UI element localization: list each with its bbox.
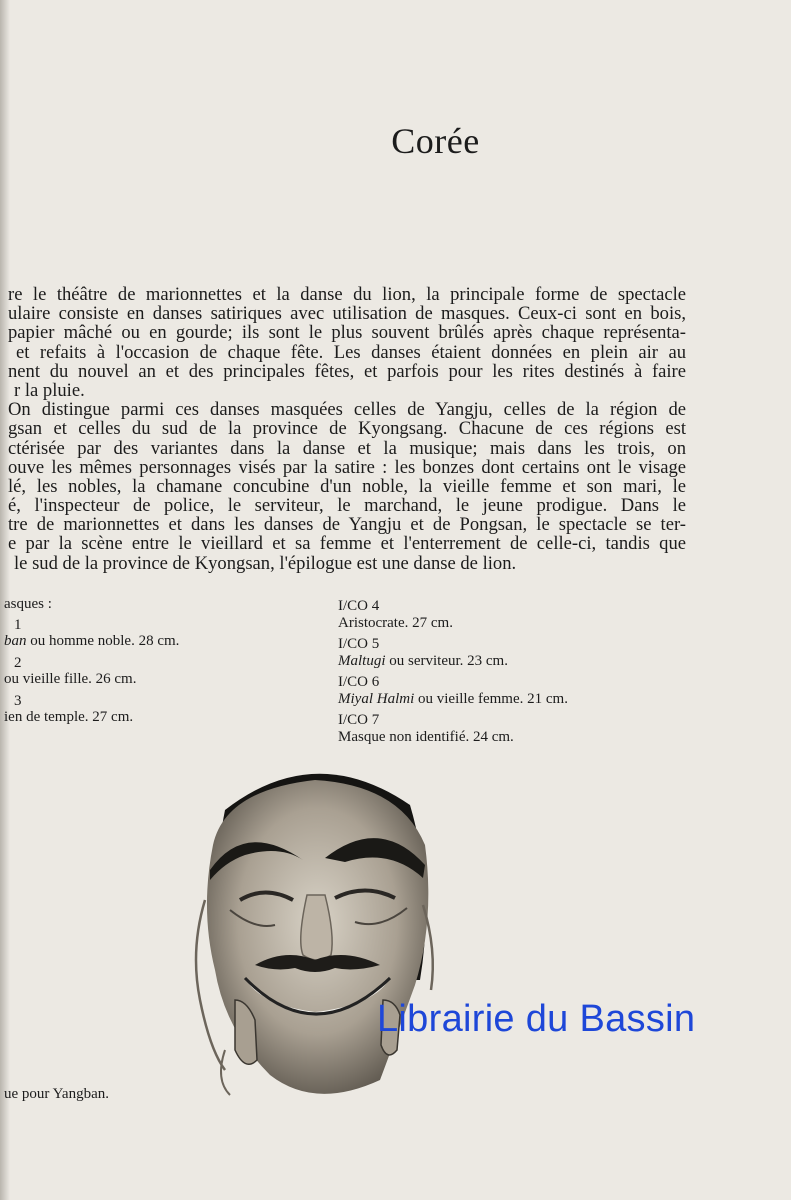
paragraph-line: ulaire consiste en danses satiriques avec utilisation de masques. Ceux-ci sont en bois,: [8, 304, 686, 324]
catalogue-entry-text: ien de temple. 27 cm.: [4, 709, 134, 725]
catalogue-entry-text: ou serviteur. 23 cm.: [385, 652, 508, 669]
paragraph-line: nent du nouvel an et des principales fêtes, et parfois pour les rites destinés à faire: [8, 361, 686, 381]
main-paragraph: [8, 285, 686, 573]
paragraph-line: ctérisée par des variantes dans la danse et la musique; mais dans les trois, on: [8, 438, 686, 458]
catalogue-entry: [4, 655, 304, 688]
catalogue-entry: [338, 636, 668, 669]
catalogue-entry: [338, 712, 668, 745]
catalogue-entry-italic: Miyal Halmi: [338, 690, 415, 707]
catalogue-entry-id: 2: [14, 654, 22, 671]
paragraph-line: r la pluie.: [14, 380, 85, 401]
paragraph-line: gsan et celles du sud de la province de Kyongsang. Chacune de ces régions est: [8, 419, 686, 439]
paragraph-line: papier mâché ou en gourde; ils sont le plus souvent brûlés après chaque représenta-: [8, 323, 686, 343]
paragraph-line: e par la scène entre le vieillard et sa femme et l'enterrement de celle-ci, tandis que: [8, 534, 686, 554]
catalogue-entry-desc: [338, 615, 668, 632]
catalogue-heading: asques :: [4, 596, 52, 612]
catalogue-entry-text: ou homme noble. 28 cm.: [26, 633, 180, 649]
catalogue-entry: [338, 674, 668, 707]
catalogue-right-column: [338, 598, 668, 750]
catalogue-entry-italic: Maltugi: [338, 652, 386, 669]
paragraph-line: ouve les mêmes personnages visés par la satire : les bonzes dont certains ont le visage: [8, 457, 686, 477]
page-title: Corée: [391, 121, 480, 161]
bookseller-watermark: Librairie du Bassin: [377, 998, 696, 1040]
paragraph-line: le sud de la province de Kyongsan, l'épilogue est une danse de lion.: [14, 553, 517, 573]
catalogue-entry-desc: [338, 691, 668, 708]
yangban-mask-photo: [185, 750, 445, 1120]
paragraph-line: et refaits à l'occasion de chaque fête. Les danses étaient données en plein air au: [16, 342, 686, 362]
catalogue-entry-italic: ban: [4, 633, 27, 649]
catalogue-entry-text: Masque non identifié. 24 cm.: [338, 728, 514, 745]
catalogue-entry-desc: [4, 671, 304, 688]
catalogue-entry-id: I/CO 6: [338, 674, 380, 690]
paragraph-line: On distingue parmi ces danses masquées celles de Yangju, celles de la région de: [8, 400, 686, 420]
catalogue-entry-desc: [4, 709, 304, 726]
catalogue-entry-id: I/CO 4: [338, 598, 380, 614]
catalogue-entry-id: I/CO 5: [338, 636, 380, 652]
paragraph-line: lé, les nobles, la chamane concubine d'un noble, la vieille femme et son mari, le: [8, 476, 686, 497]
catalogue-entry-text: Aristocrate. 27 cm.: [338, 614, 453, 631]
catalogue-entry: [338, 598, 668, 631]
catalogue-entry-desc: [338, 729, 668, 746]
figure-caption: ue pour Yangban.: [4, 1086, 109, 1102]
paragraph-line: é, l'inspecteur de police, le serviteur, le marchand, le jeune prodigue. Dans le: [8, 496, 686, 516]
catalogue-entry: [4, 617, 304, 650]
catalogue-entry: [4, 693, 304, 726]
catalogue-entry-id: 3: [14, 692, 22, 709]
paragraph-line: re le théâtre de marionnettes et la danse du lion, la principale forme de spectacle: [8, 285, 686, 305]
catalogue-entry-desc: [338, 653, 668, 670]
paragraph-line: tre de marionnettes et dans les danses de Yangju et de Pongsan, le spectacle se ter-: [8, 515, 686, 535]
catalogue-left-column: [4, 596, 304, 731]
catalogue-entry-id: I/CO 7: [338, 712, 380, 728]
catalogue-entry-id: 1: [14, 616, 22, 633]
catalogue-entry-text: ou vieille femme. 21 cm.: [414, 690, 568, 707]
catalogue-entry-desc: [4, 633, 304, 650]
catalogue-entry-text: ou vieille fille. 26 cm.: [4, 671, 137, 687]
